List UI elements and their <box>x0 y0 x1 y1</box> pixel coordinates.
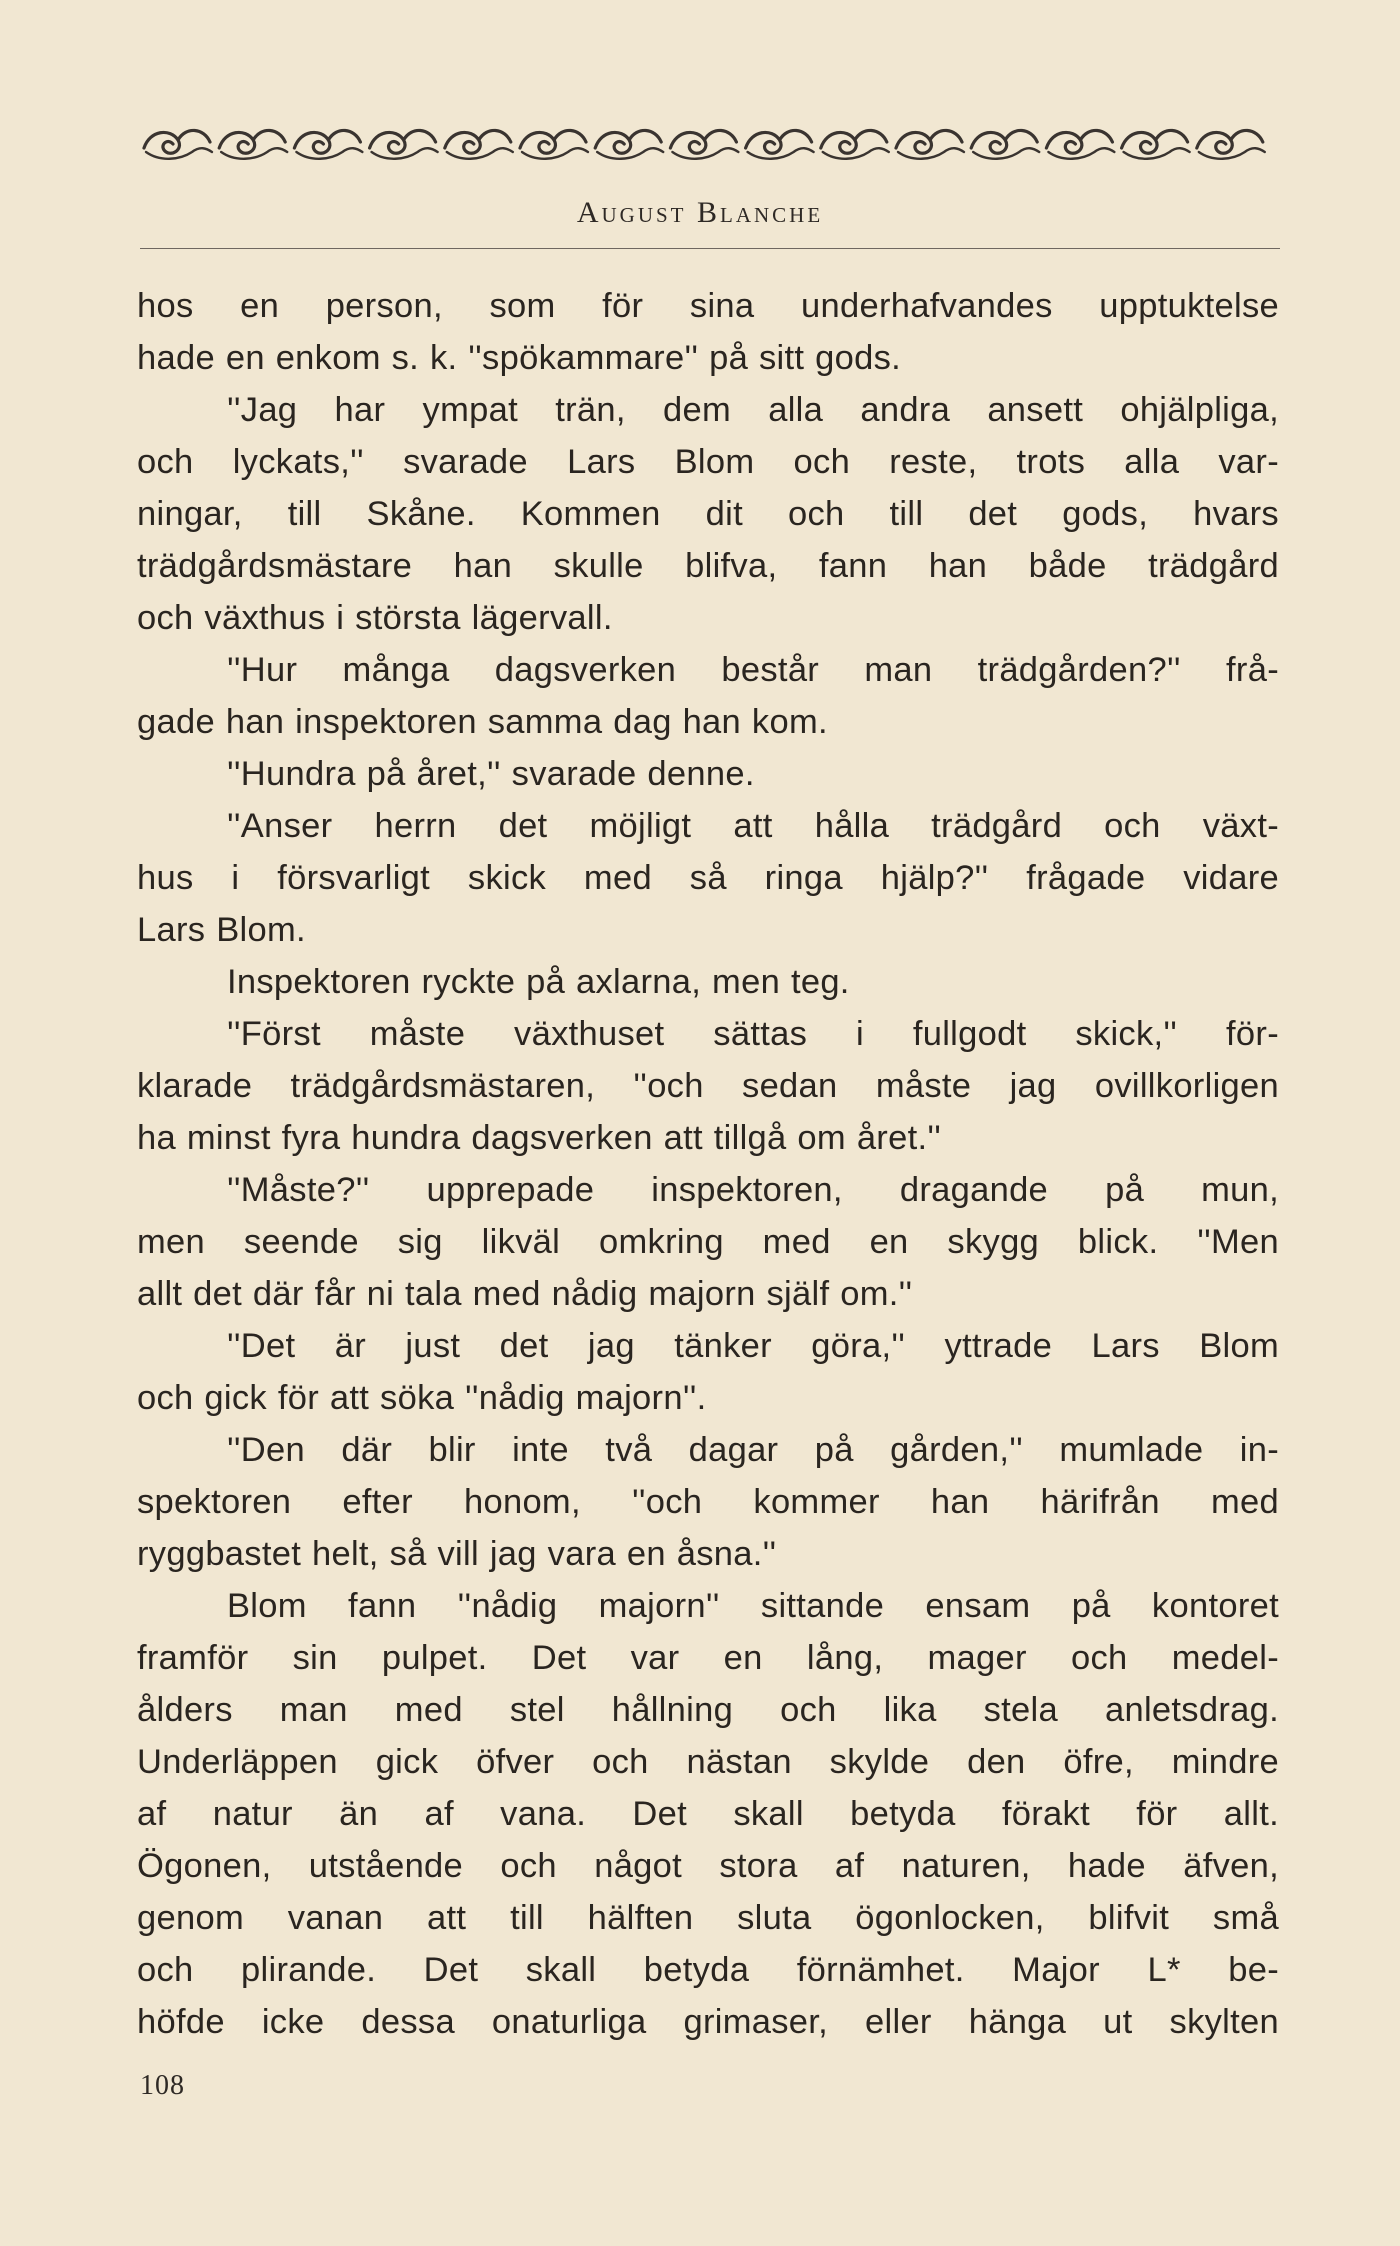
text-line: ''Först måste växthuset sättas i fullgodt skick,'' för- <box>227 1015 1279 1053</box>
text-line: allt det där får ni tala med nådig majorn själf om.'' <box>137 1275 913 1313</box>
text-line: ryggbastet helt, så vill jag vara en åsna.'' <box>137 1535 777 1573</box>
text-line: och gick för att söka ''nådig majorn''. <box>137 1379 707 1417</box>
text-line: ålders man med stel hållning och lika stela anletsdrag. <box>137 1691 1279 1729</box>
text-line: hus i försvarligt skick med så ringa hjälp?'' frågade vidare <box>137 859 1279 897</box>
text-line: ''Måste?'' upprepade inspektoren, dragande på mun, <box>227 1171 1279 1209</box>
text-line: höfde icke dessa onaturliga grimaser, eller hänga ut skylten <box>137 2003 1279 2041</box>
text-line: och växthus i största lägervall. <box>137 599 613 637</box>
text-line: ''Jag har ympat trän, dem alla andra ansett ohjälpliga, <box>227 391 1279 429</box>
text-line: Ögonen, utstående och något stora af naturen, hade äfven, <box>137 1847 1279 1885</box>
text-line: af natur än af vana. Det skall betyda förakt för allt. <box>137 1795 1279 1833</box>
text-line: och lyckats,'' svarade Lars Blom och reste, trots alla var- <box>137 443 1279 481</box>
text-line: ''Den där blir inte två dagar på gården,'' mumlade in- <box>227 1431 1279 1469</box>
text-line: gade han inspektoren samma dag han kom. <box>137 703 828 741</box>
text-line: genom vanan att till hälften sluta ögonlocken, blifvit små <box>137 1899 1279 1937</box>
page-number: 108 <box>140 2070 185 2101</box>
text-line: ''Hur många dagsverken består man trädgården?'' frå- <box>227 651 1279 689</box>
text-line: framför sin pulpet. Det var en lång, mager och medel- <box>137 1639 1279 1677</box>
text-line: spektoren efter honom, ''och kommer han härifrån med <box>137 1483 1279 1521</box>
text-line: ha minst fyra hundra dagsverken att tillgå om året.'' <box>137 1119 942 1157</box>
text-line: ''Anser herrn det möjligt att hålla trädgård och växt- <box>227 807 1279 845</box>
text-line: hade en enkom s. k. ''spökammare'' på sitt gods. <box>137 339 902 377</box>
text-line: hos en person, som för sina underhafvandes upptuktelse <box>137 287 1279 325</box>
text-line: Lars Blom. <box>137 911 306 949</box>
body-text <box>137 280 1279 2048</box>
text-line: Inspektoren ryckte på axlarna, men teg. <box>227 963 850 1001</box>
text-line: klarade trädgårdsmästaren, ''och sedan måste jag ovillkorligen <box>137 1067 1279 1105</box>
text-line: Underläppen gick öfver och nästan skylde den öfre, mindre <box>137 1743 1279 1781</box>
text-line: men seende sig likväl omkring med en skygg blick. ''Men <box>137 1223 1279 1261</box>
text-line: Blom fann ''nådig majorn'' sittande ensam på kontoret <box>227 1587 1279 1625</box>
running-head: August Blanche <box>576 196 824 229</box>
text-line: ''Det är just det jag tänker göra,'' yttrade Lars Blom <box>227 1327 1279 1365</box>
text-line: och plirande. Det skall betyda förnämhet. Major L* be- <box>137 1951 1279 1989</box>
text-line: trädgårdsmästare han skulle blifva, fann han både trädgård <box>137 547 1279 585</box>
text-line: ningar, till Skåne. Kommen dit och till det gods, hvars <box>137 495 1279 533</box>
decorative-scroll-border-icon <box>140 118 1268 168</box>
text-line: ''Hundra på året,'' svarade denne. <box>227 755 755 793</box>
header-rule <box>140 248 1280 249</box>
